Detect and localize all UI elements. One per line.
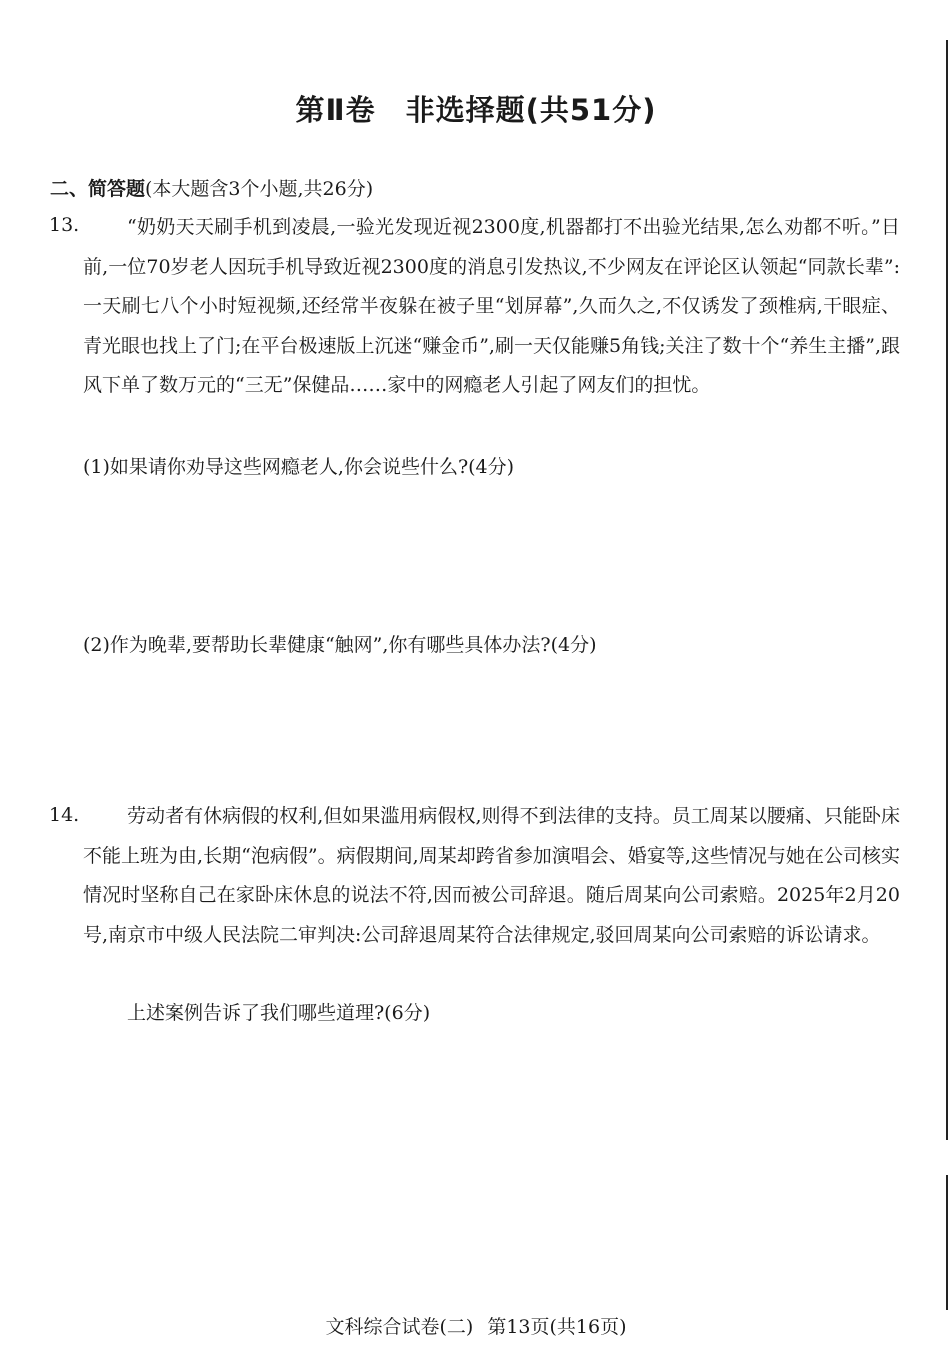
- question-14-text: [83, 797, 900, 955]
- question-13-number: 13.: [49, 214, 80, 236]
- question-13-text: [83, 208, 900, 406]
- footer-paper-name: 文科综合试卷(二): [325, 1316, 474, 1338]
- scan-edge-line: [946, 40, 948, 1140]
- footer-page-number: 第13页(共16页): [487, 1316, 627, 1338]
- page-footer: [0, 1312, 952, 1339]
- volume-title: 第Ⅱ卷 非选择题(共51分): [295, 93, 657, 127]
- question-13-sub1: (1)如果请你劝导这些网瘾老人,你会说些什么?(4分): [83, 456, 515, 478]
- scan-edge-line: [946, 1175, 948, 1310]
- question-14-prompt: 上述案例告诉了我们哪些道理?(6分): [127, 1002, 431, 1024]
- section-label: 二、简答题: [50, 178, 146, 200]
- question-13-sub2: (2)作为晚辈,要帮助长辈健康“触网”,你有哪些具体办法?(4分): [83, 634, 597, 656]
- question-14-number: 14.: [49, 804, 80, 826]
- question-14-body: 劳动者有休病假的权利,但如果滥用病假权,则得不到法律的支持。员工周某以腰痛、只能卧床不能上班为由,长期“泡病假”。病假期间,周某却跨省参加演唱会、婚宴等,这些情况与她在公司核实情况时坚称自己在家卧床休息的说法不符,因而被公司辞退。随后周某向公司索赔。2025年2月20号,南京市中级人民法院二审判决:公司辞退周某符合法律规定,驳回周某向公司索赔的诉讼请求。: [83, 805, 900, 946]
- section-note: (本大题含3个小题,共26分): [145, 178, 374, 200]
- question-13-body: “奶奶天天刷手机到凌晨,一验光发现近视2300度,机器都打不出验光结果,怎么劝都不听。”日前,一位70岁老人因玩手机导致近视2300度的消息引发热议,不少网友在评论区认领起“同款长辈”:一天刷七八个小时短视频,还经常半夜躲在被子里“划屏幕”,久而久之,不仅诱发了颈椎病,干眼症、青光眼也找上了门;在平台极速版上沉迷“赚金币”,刷一天仅能赚5角钱;关注了数十个“养生主播”,跟风下单了数万元的“三无”保健品……家中的网瘾老人引起了网友们的担忧。: [83, 216, 900, 397]
- section-heading: [50, 174, 373, 201]
